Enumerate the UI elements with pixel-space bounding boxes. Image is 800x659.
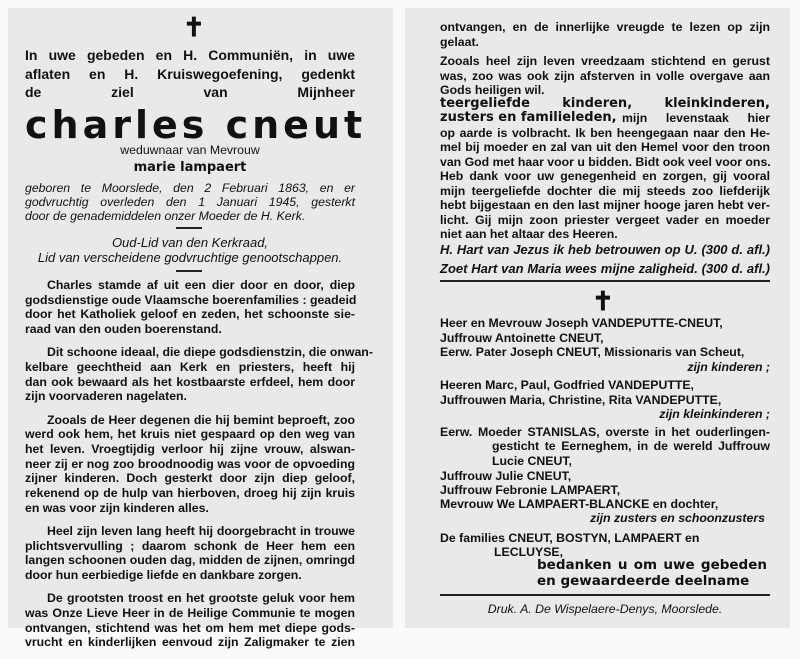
text-line: godvruchtig overleden den 1 Januari 1945, gesterkt bbox=[25, 195, 355, 209]
text-line: Juffrouwen Maria, Christine, Rita VANDEPUTTE, bbox=[440, 392, 722, 407]
text-line: hebt bijgestaan en den last mijner hooge jaren hebt ver- bbox=[440, 198, 770, 212]
roles-text bbox=[25, 236, 355, 265]
paragraph bbox=[25, 591, 355, 650]
text-line: van God met haar voor u bidden. Bidt ook veel voor ons. bbox=[440, 154, 771, 169]
sisters-label bbox=[440, 511, 765, 526]
text-line: aflaten en H. Kruiswegoefening, gedenkt bbox=[25, 65, 355, 82]
sisters-line-text: Lucie CNEUT, bbox=[492, 453, 572, 468]
text-line: Heb dank voor uw genegenheid en zorgen, gij vooral bbox=[440, 169, 770, 183]
sisters-label-text: zijn zusters en schoonzusters bbox=[590, 511, 765, 525]
text-line: plichtsvervulling ; daarom schonk de Heer hem een bbox=[25, 538, 355, 553]
text-line: Dit schoone ideaal, die diepe godsdienstzin, die onwan- bbox=[47, 345, 373, 360]
divider bbox=[176, 227, 202, 229]
divider bbox=[440, 280, 770, 282]
printer-credit-text: Druk. A. De Wispelaere-Denys, Moorslede. bbox=[487, 602, 723, 616]
text-line: Juffrouw Julie CNEUT, bbox=[440, 469, 572, 483]
grandchildren-label-text: zijn kleinkinderen ; bbox=[659, 407, 770, 421]
text-line: licht. Gij mijn zoon priester vergeet vader en moeder bbox=[440, 212, 770, 227]
grandchildren-label bbox=[440, 407, 770, 422]
text-line: op aarde is volbracht. Ik ben heengegaan naar den He- bbox=[440, 125, 770, 140]
birth-death-text bbox=[25, 181, 355, 223]
text-line: de ziel van Mijnheer bbox=[25, 84, 355, 100]
text-line: H. Hart van Jezus ik heb betrouwen op U. (300 d. afl.) bbox=[440, 242, 770, 257]
address-heading-line: teergeliefde kinderen, kleinkinderen, bbox=[440, 96, 770, 111]
text-line: zijner kinderen. Doch gesterkt door zijn diep geloof, bbox=[25, 471, 355, 486]
text-line: Gods heiligen wil. bbox=[440, 83, 545, 98]
text-line: Mevrouw We LAMPAERT-BLANCKE en dochter, bbox=[440, 497, 719, 511]
text-line: geboren te Moorslede, den 2 Februari 1863, en er bbox=[25, 181, 355, 195]
text-line: zijn voorvaderen nagelaten. bbox=[25, 389, 187, 404]
biography bbox=[25, 278, 373, 659]
text-line: langen schoonen ouden dag, midden de zijnen, omringd bbox=[25, 553, 355, 568]
sisters-line-text: Eerw. Moeder STANISLAS, overste in het ouderlingen- bbox=[440, 425, 770, 439]
text-line: Heel zijn leven lang heeft hij doorgebracht in trouwe bbox=[47, 524, 355, 539]
paragraph bbox=[25, 345, 373, 404]
text-line: Heer en Mevrouw Joseph VANDEPUTTE-CNEUT, bbox=[440, 316, 723, 330]
sisters-line-text: gesticht te Eerneghem, in de wereld Juffrouw bbox=[492, 439, 770, 453]
widower-line bbox=[25, 143, 355, 158]
families-text: De families CNEUT, BOSTYN, LAMPAERT en bbox=[440, 531, 700, 545]
intro-text bbox=[25, 46, 355, 102]
text-line: De grootsten troost en het grootste geluk voor hem bbox=[47, 591, 355, 606]
paragraph bbox=[25, 413, 355, 516]
text-line: Eerw. Pater Joseph CNEUT, Missionaris van Scheut, bbox=[440, 345, 745, 359]
deceased-name: charles cneut bbox=[25, 103, 367, 147]
text-line: ontvangen, stichtend was het om hem met diepe gods- bbox=[25, 620, 355, 635]
text-line: en gewaardeerde deelname bbox=[537, 573, 750, 589]
text-line: In uwe gebeden en H. Communiën, in uwe bbox=[25, 47, 355, 63]
text-line: rekenend op de hulp van hierboven, droeg hij zijn kruis bbox=[25, 486, 355, 501]
text-line: raad van den ouden boerenstand. bbox=[25, 322, 222, 337]
cross-icon: ✝ bbox=[183, 12, 205, 42]
paragraph bbox=[25, 524, 355, 583]
thanks-text bbox=[537, 557, 767, 589]
sisters-list bbox=[440, 469, 770, 511]
cross-icon: ✝ bbox=[592, 286, 614, 316]
widower-text: weduwnaar van Mevrouw bbox=[120, 143, 260, 157]
families-text: LECLUYSE, bbox=[494, 545, 564, 559]
text-line: Oud-Lid van den Kerkraad, bbox=[111, 235, 269, 250]
address-heading-line: zusters en familieleden, bbox=[440, 110, 617, 126]
text-line: gelaat. bbox=[440, 34, 479, 49]
text-line: bedanken u om uwe gebeden bbox=[537, 557, 767, 573]
text-line: niet aan het altaar des Heeren. bbox=[440, 227, 618, 241]
text-line: werd ook hem, het kruis niet gespaard op den weg van bbox=[25, 427, 355, 442]
paragraph-1 bbox=[440, 20, 770, 49]
children-label-text: zijn kinderen ; bbox=[687, 360, 770, 374]
text-line: mel bij moeder en zal van uit den Hemel voor den troon bbox=[440, 140, 770, 154]
text-line: door het Katholiek geloof en zeden, het schoonste sie- bbox=[25, 307, 355, 322]
text-line: Zooals heel zijn leven vreedzaam stichtend en gerust bbox=[440, 54, 770, 68]
text-line: Heeren Marc, Paul, Godfried VANDEPUTTE, bbox=[440, 378, 694, 392]
text-line: neer zij er nog zoo broodnoodig was voor de opvoeding bbox=[25, 456, 355, 471]
text-line: dan ook bewaard als het kostbaarste erfdeel, hem door bbox=[25, 374, 355, 389]
text-line: het leven. Vroegtijdig verloor hij zijne vrouw, alswan- bbox=[25, 442, 355, 457]
paragraph-2 bbox=[440, 54, 770, 98]
printer-credit bbox=[440, 602, 770, 617]
text-line: godsdienstige oude Vlaamsche boerenfamilies : geadeid bbox=[25, 292, 357, 307]
text-line: Zoet Hart van Maria wees mijne zaligheid. (300 d. afl.) bbox=[440, 261, 770, 276]
text-line: door de genademiddelen onzer Moeder de H. Kerk. bbox=[25, 209, 306, 223]
text-line: was Onze Lieve Heer in de Heilige Communie te mogen bbox=[25, 606, 355, 621]
farewell-text bbox=[440, 111, 770, 242]
text-line: kelbare geechtheid aan Kerk en priesters, heeft hij bbox=[25, 360, 355, 375]
text-line: Juffrouw Febronie LAMPAERT, bbox=[440, 483, 621, 497]
text-line: was, zoo was ook zijn afsterven in volle overgave aan bbox=[440, 68, 770, 83]
text-line: vrucht en kinderlijken eenvoud zijn Zaligmaker te zien bbox=[25, 635, 355, 650]
paragraph bbox=[25, 278, 355, 337]
text-line: door hun eerbiedige liefde en dankbare zorgen. bbox=[25, 568, 302, 583]
divider bbox=[440, 594, 770, 596]
families-line bbox=[440, 531, 770, 546]
text-line: ontvangen, en de innerlijke vreugde te lezen op zijn bbox=[440, 20, 770, 34]
text-line: Charles stamde af uit een dier door en door, diep bbox=[47, 278, 355, 292]
sisters-continuation bbox=[492, 439, 770, 468]
text-line: mijn levenstaak hier bbox=[622, 111, 770, 125]
text-line: Juffrouw Antoinette CNEUT, bbox=[440, 330, 604, 345]
text-line: en was voor zijn kinderen alles. bbox=[25, 500, 209, 515]
prayers bbox=[440, 240, 770, 278]
wife-name-text: marie lampaert bbox=[133, 160, 247, 175]
text-line: Zooals de Heer degenen die hij bemint beproeft, zoo bbox=[47, 412, 355, 427]
sisters-line bbox=[440, 425, 770, 440]
divider bbox=[176, 270, 202, 272]
text-line: mijn teergeliefde dochter die mij steeds zoo liefderijk bbox=[440, 183, 770, 198]
grandchildren-list bbox=[440, 378, 770, 407]
children-label bbox=[440, 360, 770, 375]
text-line: Lid van verscheidene godvruchtige genootschappen. bbox=[37, 249, 343, 265]
wife-name bbox=[25, 161, 355, 176]
children-list bbox=[440, 316, 770, 360]
